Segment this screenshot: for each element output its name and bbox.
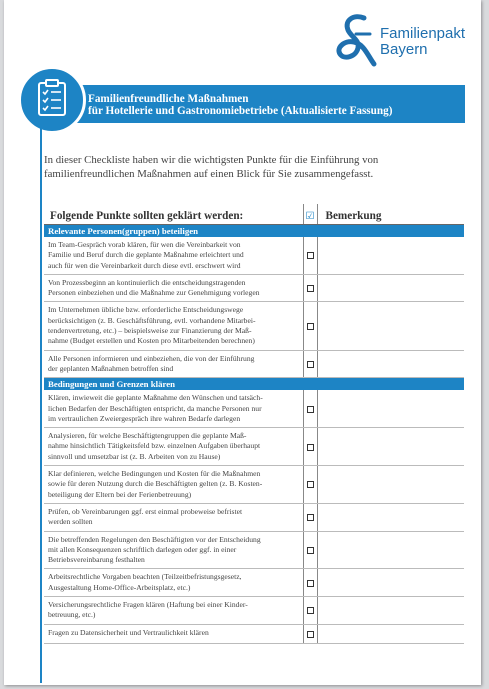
item-line: mit allen Konsequenzen schriftlich darlegen oder ggf. in einer	[48, 544, 237, 554]
checkbox[interactable]	[307, 547, 314, 554]
item-line: werden sollten	[48, 517, 93, 527]
checkbox-cell	[303, 624, 317, 643]
checkbox-cell	[303, 428, 317, 466]
item-line: Familie und Beruf durch die geplante Maßnahme erleichtert und	[48, 250, 244, 260]
checkbox[interactable]	[307, 361, 314, 368]
remark-cell[interactable]	[317, 503, 464, 531]
page-title	[88, 93, 468, 117]
item-line: beteiligung der Eltern bei der Ferienbetreuung)	[48, 489, 192, 499]
item-line: Versicherungsrechtliche Fragen klären (Haftung bei einer Kinder-	[48, 600, 248, 610]
checklist-row	[44, 350, 464, 378]
header-check-icon: ☑	[303, 204, 317, 225]
item-line: Analysieren, für welche Beschäftigtengruppen die geplante Maß-	[48, 431, 247, 441]
item-line: Von Prozessbeginn an kontinuierlich die entscheidungstragenden	[48, 277, 246, 287]
item-line: Klären, inwieweit die geplante Maßnahme den Wünschen und tatsäch-	[48, 393, 263, 403]
item-line: nahme hinsichtlich Tätigkeitsfeld bzw. einzelnen Aufgaben überhaupt	[48, 441, 261, 451]
remark-cell[interactable]	[317, 390, 464, 427]
checkbox[interactable]	[307, 631, 314, 638]
checklist-item-text	[44, 428, 303, 466]
checkbox-cell	[303, 531, 317, 569]
checkbox-cell	[303, 597, 317, 625]
checkbox[interactable]	[307, 444, 314, 451]
header-remark: Bemerkung	[317, 204, 464, 225]
item-line: Klar definieren, welche Bedingungen und Kosten für die Maßnahmen	[48, 469, 261, 479]
item-line: sinnvoll und umsetzbar ist (z. B. Arbeiten von zu Hause)	[48, 451, 221, 461]
familienpakt-logo	[334, 12, 474, 72]
checkbox[interactable]	[307, 285, 314, 292]
checkbox-cell	[303, 503, 317, 531]
checkbox[interactable]	[307, 406, 314, 413]
remark-cell[interactable]	[317, 350, 464, 378]
checklist-item-text	[44, 237, 303, 274]
logo-line2: Bayern	[380, 41, 428, 58]
intro-line2: familienfreundlichen Maßnahmen auf einen Blick für Sie zusammengefasst.	[44, 168, 374, 180]
remark-cell[interactable]	[317, 624, 464, 643]
remark-cell[interactable]	[317, 597, 464, 625]
item-line: Im Team-Gespräch vorab klären, für wen die Vereinbarkeit von	[48, 240, 241, 249]
clipboard-checklist-icon	[18, 66, 86, 134]
checklist-item-text	[44, 302, 303, 350]
checklist-table	[44, 204, 464, 644]
checklist-item-text	[44, 569, 303, 597]
checklist-row	[44, 569, 464, 597]
header-item: Folgende Punkte sollten geklärt werden:	[44, 204, 303, 225]
section-header	[44, 225, 464, 238]
checklist-item-text	[44, 466, 303, 504]
intro-line1: In dieser Checkliste haben wir die wichtigsten Punkte für die Einführung von	[44, 154, 379, 166]
checklist-item-text	[44, 350, 303, 378]
checklist-row	[44, 237, 464, 274]
item-line: Alle Personen informieren und einbeziehen, die von der Einführung	[48, 353, 255, 363]
checklist-item-text	[44, 597, 303, 625]
item-line: lichen Bedarfen der Beschäftigten entspricht, da manche Personen nur	[48, 403, 262, 413]
checkbox-cell	[303, 569, 317, 597]
section-title: Bedingungen und Grenzen klären	[44, 378, 464, 391]
title-line1: Familienfreundliche Maßnahmen	[88, 93, 249, 105]
logo-text	[380, 26, 465, 58]
checkbox[interactable]	[307, 323, 314, 330]
section-header	[44, 378, 464, 391]
ampersand-logo-icon	[334, 12, 378, 70]
item-line: Personen einbeziehen und die Maßnahme zur Genehmigung vorlegen	[48, 288, 260, 298]
item-line: nahme (Budget erstellen und Kosten pro Mitarbeitenden berechnen)	[48, 336, 255, 346]
remark-cell[interactable]	[317, 274, 464, 302]
checklist-row	[44, 274, 464, 302]
document-page	[4, 0, 481, 685]
remark-cell[interactable]	[317, 237, 464, 274]
checkbox-cell	[303, 237, 317, 274]
checklist-row	[44, 597, 464, 625]
checkbox-cell	[303, 274, 317, 302]
item-line: auch für wen die Vereinbarkeit durch diese evtl. erschwert wird	[48, 260, 241, 270]
checklist-item-text	[44, 503, 303, 531]
item-line: sowie für deren Nutzung durch die Beschäftigten gelten (z. B. Kosten-	[48, 479, 263, 489]
item-line: berücksichtigen (z. B. Geschäftsführung, evtl. vorhandene Mitarbei-	[48, 315, 256, 325]
remark-cell[interactable]	[317, 302, 464, 350]
intro-text	[44, 153, 444, 181]
checkbox-cell	[303, 302, 317, 350]
item-line: im vertraulichen Zweiergespräch ihre wahren Bedarfe darlegen	[48, 413, 241, 423]
checklist-row	[44, 624, 464, 643]
remark-cell[interactable]	[317, 531, 464, 569]
item-line: Prüfen, ob Vereinbarungen ggf. erst einmal probeweise befristet	[48, 506, 243, 516]
logo-line1: Familienpakt	[380, 25, 466, 42]
item-line: Betriebsvereinbarung festhalten	[48, 555, 145, 565]
remark-cell[interactable]	[317, 466, 464, 504]
checklist-row	[44, 390, 464, 427]
checkbox-cell	[303, 390, 317, 427]
checkbox[interactable]	[307, 514, 314, 521]
checkbox-cell	[303, 350, 317, 378]
remark-cell[interactable]	[317, 569, 464, 597]
checklist-row	[44, 428, 464, 466]
checklist-item-text	[44, 531, 303, 569]
checkbox[interactable]	[307, 252, 314, 259]
item-line: Arbeitsrechtliche Vorgaben beachten (Teilzeitbefristungsgesetz,	[48, 572, 242, 582]
checklist-row	[44, 302, 464, 350]
table-header-row	[44, 204, 464, 225]
checklist-row	[44, 531, 464, 569]
checklist-row	[44, 503, 464, 531]
item-line: tendenvertretung, etc.) – beispielsweise zur Finanzierung der Maß-	[48, 326, 252, 336]
item-line: der geplanten Maßnahmen betroffen sind	[48, 363, 174, 373]
checklist-row	[44, 466, 464, 504]
checkbox[interactable]	[307, 607, 314, 614]
checkbox[interactable]	[307, 580, 314, 587]
checkbox-cell	[303, 466, 317, 504]
item-line: Fragen zu Datensicherheit und Vertraulichkeit klären	[48, 627, 209, 637]
checkbox[interactable]	[307, 481, 314, 488]
checklist-item-text	[44, 390, 303, 427]
item-line: betreuung, etc.)	[48, 610, 96, 620]
section-title: Relevante Personen(gruppen) beteiligen	[44, 225, 464, 238]
item-line: Die betreffenden Regelungen den Beschäftigten vor der Entscheidung	[48, 534, 261, 544]
item-line: Ausgestaltung Home-Office-Arbeitsplatz, etc.)	[48, 582, 191, 592]
remark-cell[interactable]	[317, 428, 464, 466]
item-line: Im Unternehmen übliche bzw. erforderliche Entscheidungswege	[48, 305, 244, 315]
title-line2: für Hotellerie und Gastronomiebetriebe (Aktualisierte Fassung)	[88, 105, 393, 117]
checklist-item-text	[44, 274, 303, 302]
accent-line	[40, 123, 42, 683]
checklist-item-text	[44, 624, 303, 643]
